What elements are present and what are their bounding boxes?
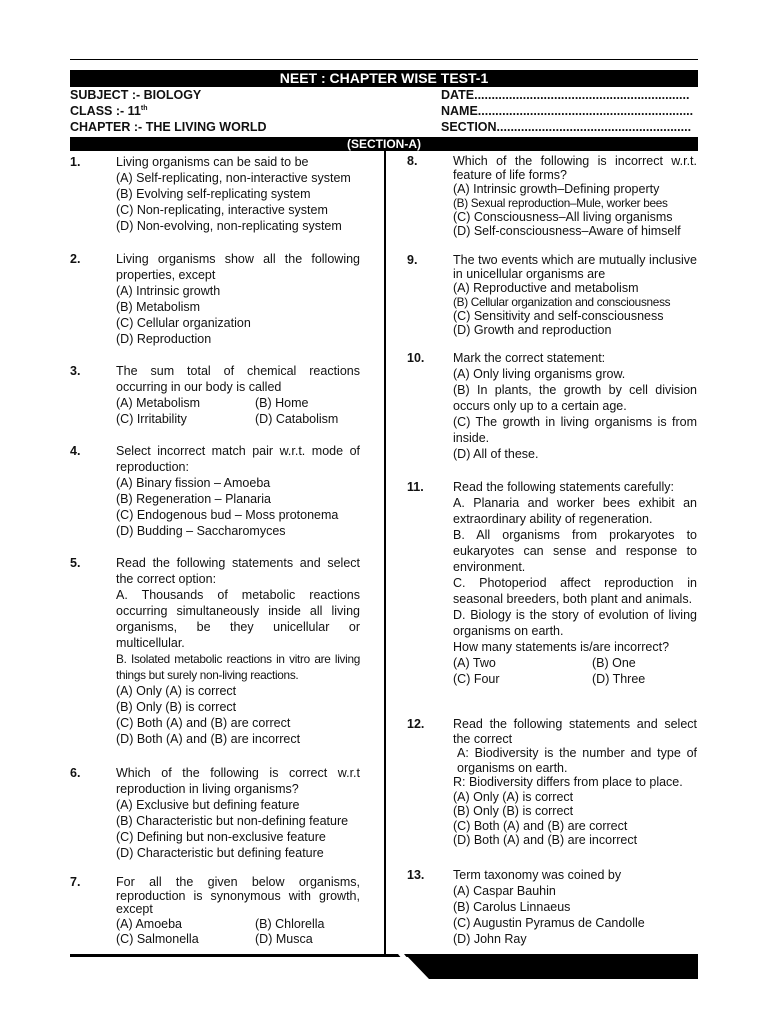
option-c: (C) Irritability xyxy=(116,412,187,426)
column-divider xyxy=(384,151,386,954)
option-c: (C) Cellular organization xyxy=(116,316,251,330)
option-c: (C) Both (A) and (B) are correct xyxy=(453,818,628,833)
option-d: (D) Both (A) and (B) are incorrect xyxy=(116,732,301,746)
option-a: (A) Amoeba xyxy=(116,916,183,931)
option-a: (A) Intrinsic growth–Defining property xyxy=(453,182,660,196)
option-a: (A) Binary fission – Amoeba xyxy=(116,476,271,490)
statement-a: A. Planaria and worker bees exhibit an extraordinary ability of regeneration. xyxy=(453,496,697,526)
chapter-label: CHAPTER :- THE LIVING WORLD xyxy=(70,120,267,134)
section-field: SECTION........................................................ xyxy=(441,120,692,134)
footer-block xyxy=(405,954,698,979)
option-a: (A) Only (A) is correct xyxy=(116,684,237,698)
option-c: (C) Both (A) and (B) are correct xyxy=(116,716,291,730)
option-a: (A) Exclusive but defining feature xyxy=(116,798,300,812)
option-b: (B) Metabolism xyxy=(116,300,201,314)
option-a: (A) Reproductive and metabolism xyxy=(453,281,639,295)
option-b: (B) Only (B) is correct xyxy=(116,700,237,714)
question-stem: Read the following statements and select the correct option: xyxy=(116,556,360,586)
question-number: 5. xyxy=(70,556,81,570)
option-d: (D) All of these. xyxy=(453,447,539,461)
question-number: 9. xyxy=(407,253,418,267)
option-a: (A) Metabolism xyxy=(116,396,201,410)
question-stem: For all the given below organisms, reproduction is synonymous with growth, except xyxy=(116,875,360,916)
option-a: (A) Only living organisms grow. xyxy=(453,367,626,381)
section-a-bar: (SECTION-A) xyxy=(70,137,698,151)
question-number: 2. xyxy=(70,252,81,266)
statement-a: A. Thousands of metabolic reactions occurring simultaneously inside all living organisms, be they unicellular or multicellular. xyxy=(116,588,360,650)
subject-label: SUBJECT :- BIOLOGY xyxy=(70,88,202,102)
option-d: (D) Non-evolving, non-replicating system xyxy=(116,219,342,233)
option-d: (D) John Ray xyxy=(453,932,527,946)
option-d: (D) Self-consciousness–Aware of himself xyxy=(453,224,681,238)
question-stem: Living organisms can be said to be xyxy=(116,155,309,169)
option-c: (C) Sensitivity and self-consciousness xyxy=(453,309,664,323)
option-d: (D) Musca xyxy=(255,931,313,946)
question-ask: How many statements is/are incorrect? xyxy=(453,640,670,654)
option-d: (D) Budding – Saccharomyces xyxy=(116,524,286,538)
question-stem: Which of the following is incorrect w.r.t. feature of life forms? xyxy=(453,154,697,182)
option-a: (A) Only (A) is correct xyxy=(453,789,574,804)
option-b: (B) Chlorella xyxy=(255,916,325,931)
question-stem: The sum total of chemical reactions occurring in our body is called xyxy=(116,364,360,394)
option-b: (B) Carolus Linnaeus xyxy=(453,900,571,914)
test-title: NEET : CHAPTER WISE TEST-1 xyxy=(70,70,698,87)
question-number: 3. xyxy=(70,364,81,378)
question-number: 13. xyxy=(407,868,425,882)
option-d: (D) Three xyxy=(592,672,646,686)
option-c: (C) Defining but non-exclusive feature xyxy=(116,830,326,844)
option-d: (D) Characteristic but defining feature xyxy=(116,846,324,860)
class-text: CLASS :- 11 xyxy=(70,104,141,118)
option-b: (B) Evolving self-replicating system xyxy=(116,187,311,201)
statement-b: B. Isolated metabolic reactions in vitro are living things but surely non-living reactions. xyxy=(116,652,360,682)
statement-r: R: Biodiversity differs from place to place. xyxy=(453,775,683,789)
question-number: 7. xyxy=(70,875,81,889)
date-field: DATE.............................................................. xyxy=(441,88,690,102)
option-a: (A) Two xyxy=(453,656,496,670)
option-c: (C) Non-replicating, interactive system xyxy=(116,203,328,217)
option-d: (D) Reproduction xyxy=(116,332,212,346)
question-stem: Mark the correct statement: xyxy=(453,351,606,365)
top-rule xyxy=(70,59,698,60)
option-c: (C) Four xyxy=(453,672,500,686)
question-number: 11. xyxy=(407,480,424,494)
option-c: (C) Augustin Pyramus de Candolle xyxy=(453,916,645,930)
question-stem: Living organisms show all the following properties, except xyxy=(116,252,360,282)
option-c: (C) Consciousness–All living organisms xyxy=(453,210,673,224)
option-c: (C) Salmonella xyxy=(116,931,199,946)
option-d: (D) Catabolism xyxy=(255,412,339,426)
option-b: (B) Home xyxy=(255,396,309,410)
question-number: 1. xyxy=(70,155,81,169)
option-d: (D) Growth and reproduction xyxy=(453,323,612,337)
class-label xyxy=(70,103,147,119)
statement-b: B. All organisms from prokaryotes to eukaryotes can sense and response to environment. xyxy=(453,528,697,574)
question-stem: Read the following statements and select the correct xyxy=(453,717,697,746)
question-number: 12. xyxy=(407,717,425,731)
option-a: (A) Self-replicating, non-interactive system xyxy=(116,171,351,185)
question-number: 8. xyxy=(407,154,418,168)
name-field: NAME.............................................................. xyxy=(441,104,694,118)
question-stem: Read the following statements carefully: xyxy=(453,480,674,494)
question-stem: Term taxonomy was coined by xyxy=(453,868,622,882)
option-b: (B) Regeneration – Planaria xyxy=(116,492,271,506)
option-a: (A) Intrinsic growth xyxy=(116,284,221,298)
question-number: 4. xyxy=(70,444,81,458)
option-b: (B) Sexual reproduction–Mule, worker bees xyxy=(453,196,668,210)
option-b: (B) In plants, the growth by cell division occurs only up to a certain age. xyxy=(453,383,697,413)
option-a: (A) Caspar Bauhin xyxy=(453,884,556,898)
option-c: (C) Endogenous bud – Moss protonema xyxy=(116,508,339,522)
question-number: 10. xyxy=(407,351,425,365)
statement-d: D. Biology is the story of evolution of living organisms on earth. xyxy=(453,608,697,638)
question-stem: Select incorrect match pair w.r.t. mode of reproduction: xyxy=(116,444,360,474)
option-c: (C) The growth in living organisms is from inside. xyxy=(453,415,697,445)
option-b: (B) Only (B) is correct xyxy=(453,804,574,818)
question-number: 6. xyxy=(70,766,81,780)
statement-c: C. Photoperiod affect reproduction in seasonal breeders, both plant and animals. xyxy=(453,576,697,606)
option-b: (B) One xyxy=(592,656,636,670)
statement-a: A: Biodiversity is the number and type of organisms on earth. xyxy=(457,746,697,775)
class-superscript: th xyxy=(140,104,148,112)
footer-rule xyxy=(70,954,410,957)
option-d: (D) Both (A) and (B) are incorrect xyxy=(453,833,638,847)
question-stem: The two events which are mutually inclusive in unicellular organisms are xyxy=(453,253,697,281)
option-b: (B) Characteristic but non-defining feature xyxy=(116,814,349,828)
question-stem: Which of the following is correct w.r.t reproduction in living organisms? xyxy=(116,766,360,796)
option-b: (B) Cellular organization and consciousness xyxy=(453,295,671,309)
